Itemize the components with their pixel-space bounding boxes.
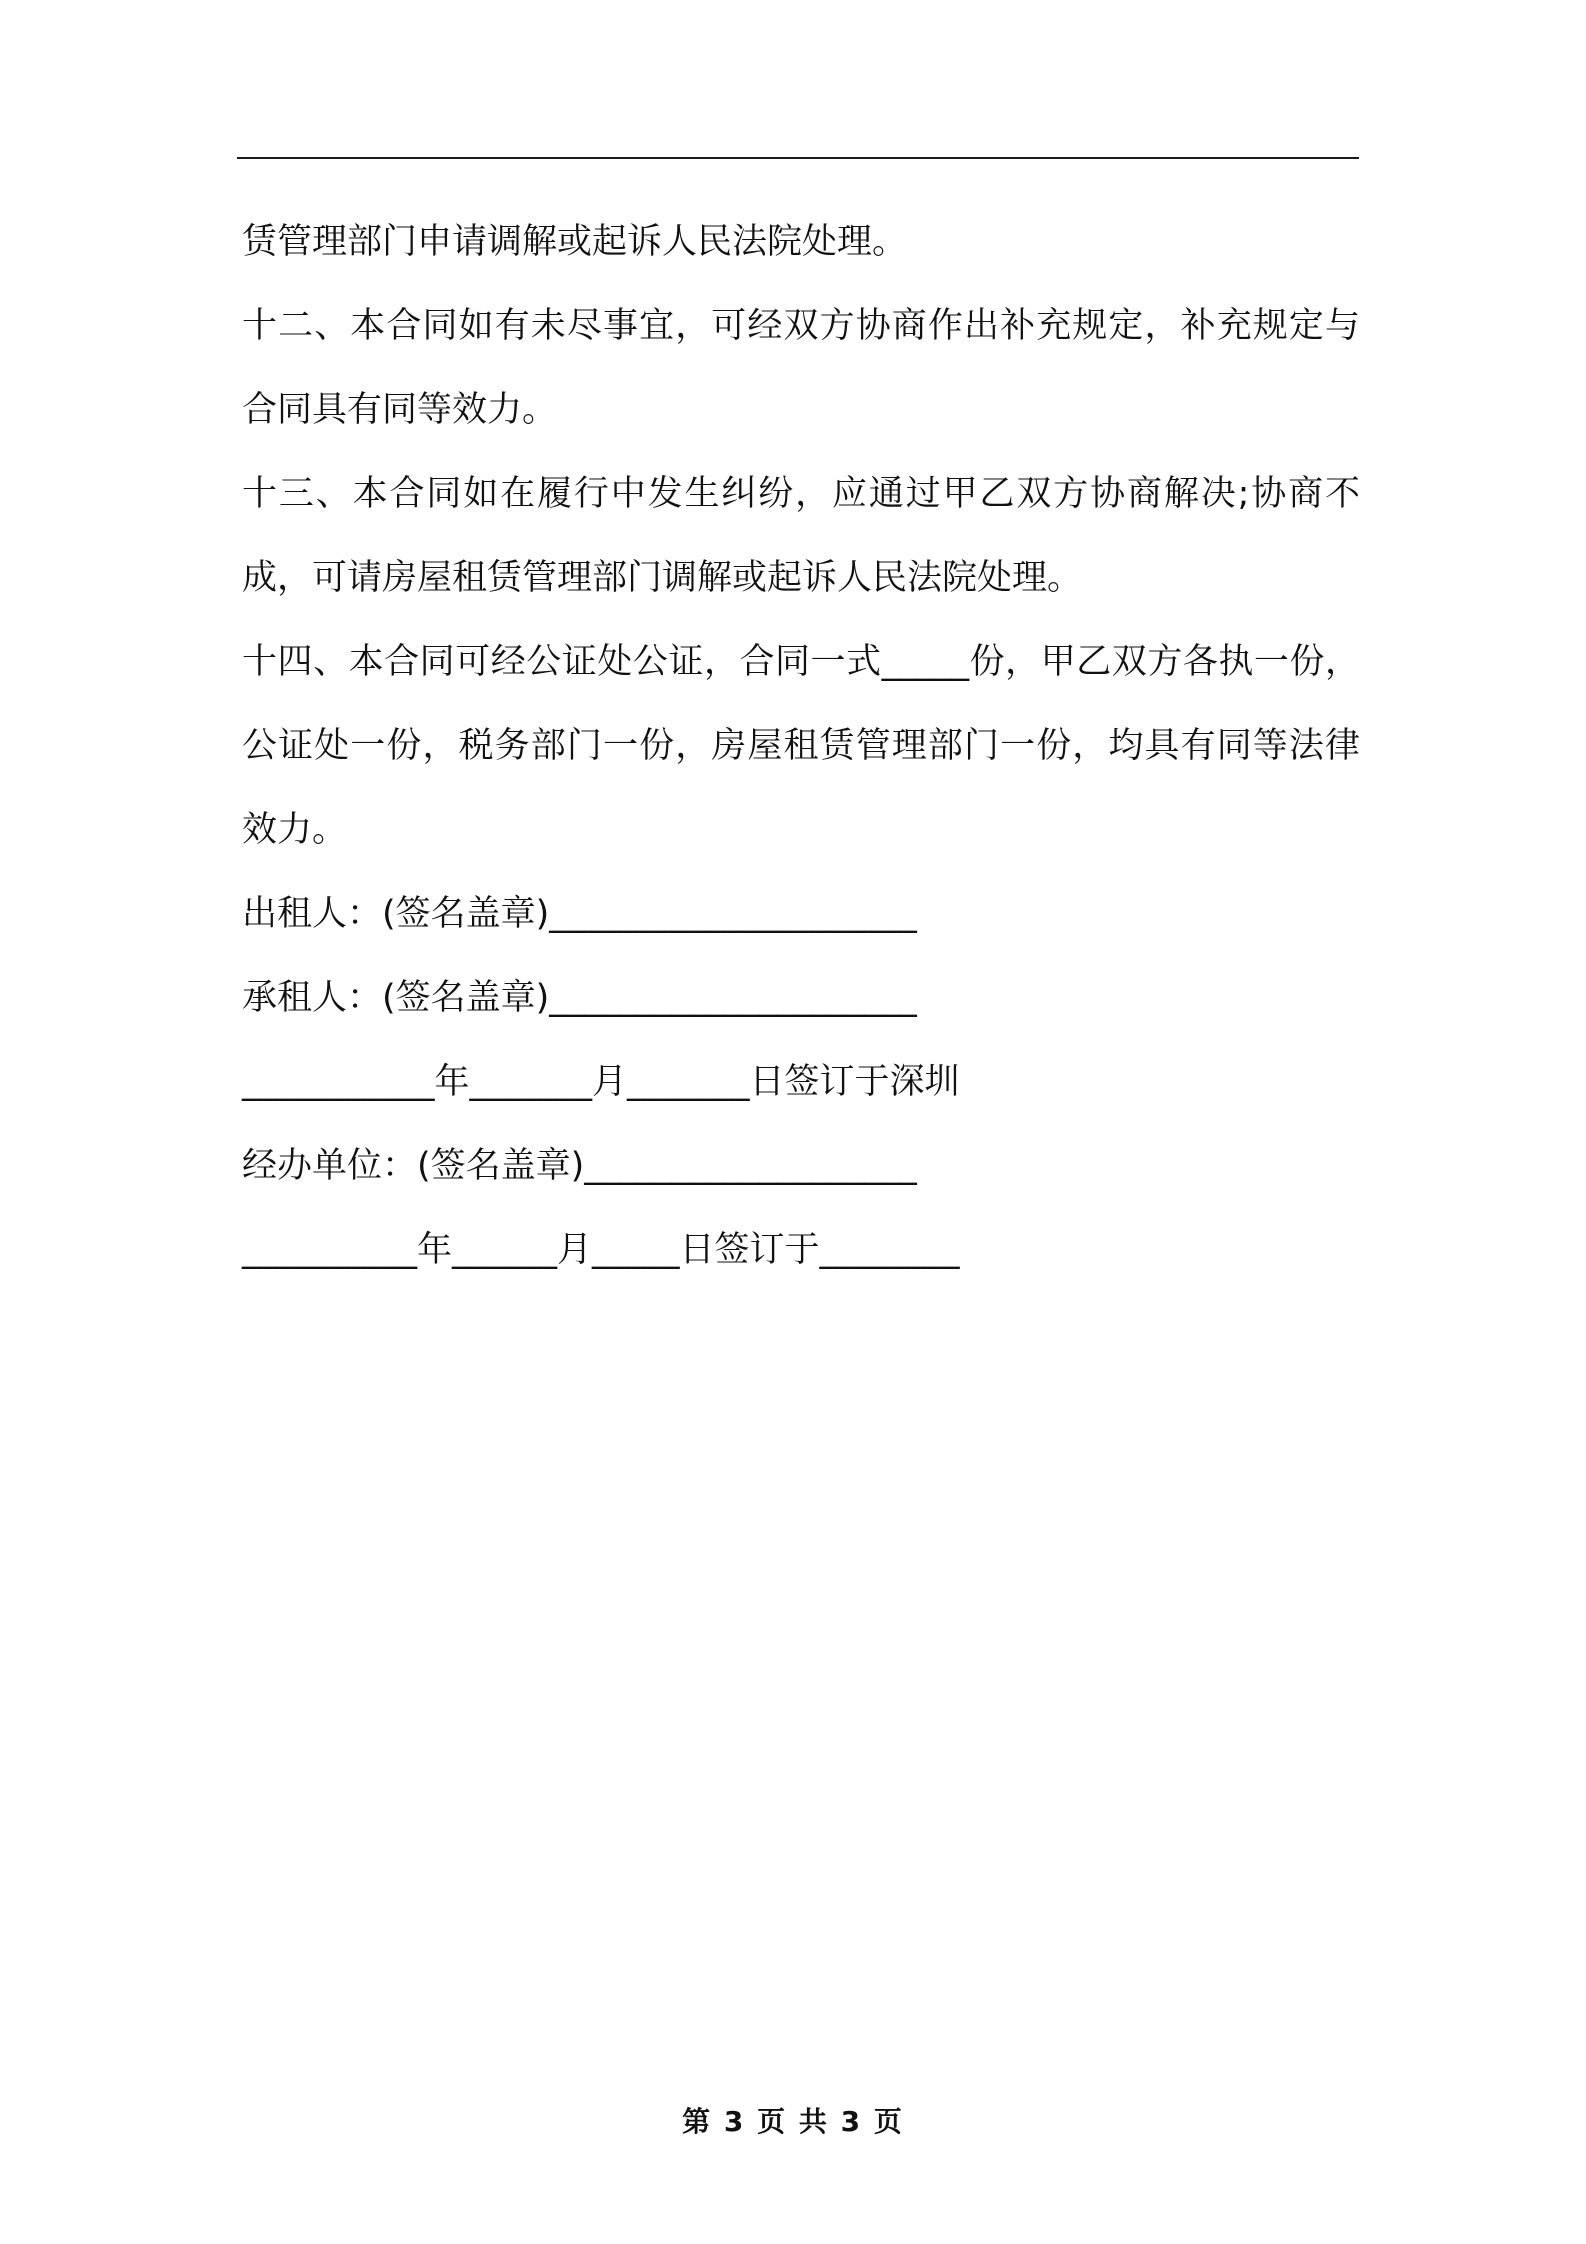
paragraph-clause-14: 十四、本合同可经公证处公证，合同一式_____份，甲乙双方各执一份，公证处一份，税务部门一份，房屋租赁管理部门一份，均具有同等法律效力。 (242, 642, 1360, 850)
page-number: 第 3 页 共 3 页 (682, 2105, 904, 2138)
document-body (242, 200, 1360, 1292)
header-rule (237, 157, 1359, 159)
paragraph-clause-12: 十二、本合同如有未尽事宜，可经双方协商作出补充规定，补充规定与合同具有同等效力。 (242, 306, 1360, 430)
paragraph-clause-13: 十三、本合同如在履行中发生纠纷，应通过甲乙双方协商解决;协商不成，可请房屋租赁管理部门调解或起诉人民法院处理。 (242, 474, 1360, 598)
agency-signature-line: 经办单位：(签名盖章)___________________ (242, 1146, 917, 1186)
paragraph-continuation: 赁管理部门申请调解或起诉人民法院处理。 (242, 222, 908, 262)
agency-date-line: __________年______月_____日签订于________ (242, 1230, 960, 1270)
signing-date-line: ___________年_______月_______日签订于深圳 (242, 1062, 960, 1102)
lessee-signature-line: 承租人：(签名盖章)_____________________ (242, 978, 917, 1018)
lessor-signature-line: 出租人：(签名盖章)_____________________ (242, 894, 917, 934)
